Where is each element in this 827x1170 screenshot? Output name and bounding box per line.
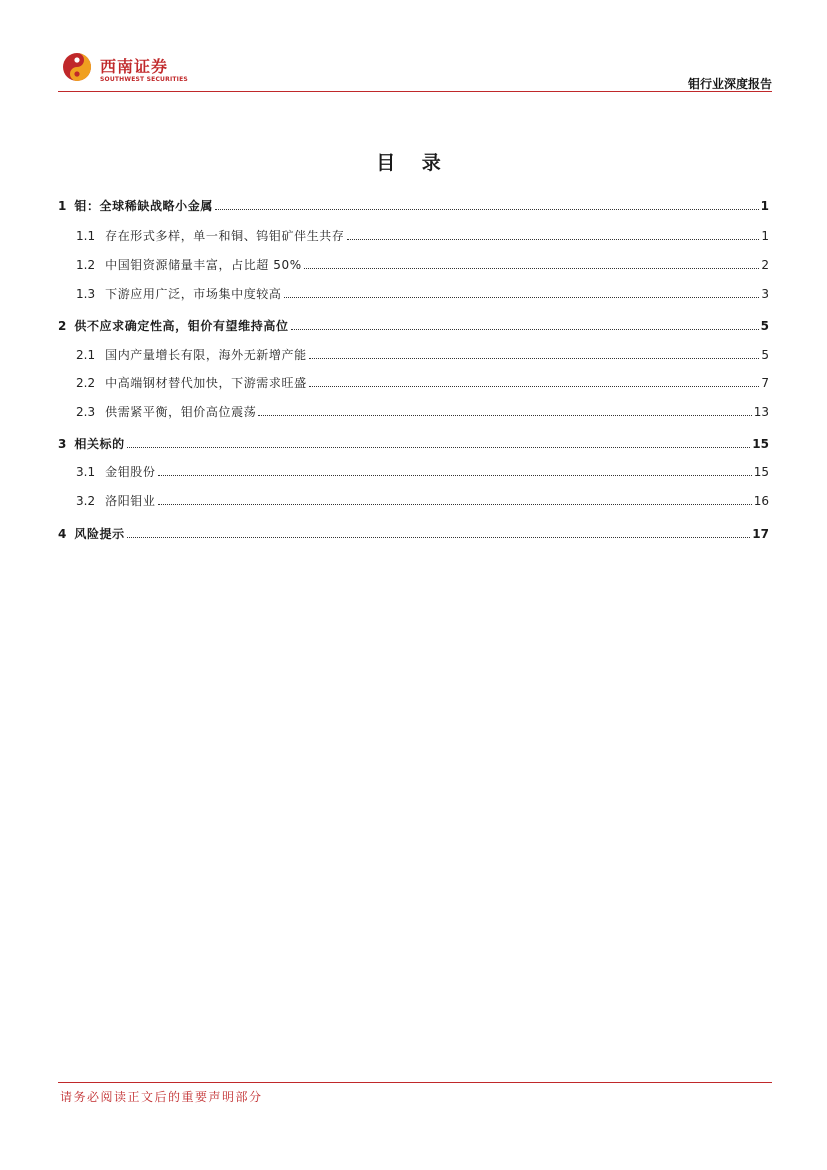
toc-entry-label: 下游应用广泛，市场集中度较高 (105, 287, 282, 301)
toc-leader-dots (215, 208, 759, 210)
toc-entry[interactable] (58, 226, 769, 244)
toc-entry-page: 1 (761, 229, 769, 243)
toc-entry-page: 13 (753, 405, 769, 419)
toc-entry-label: 中国钼资源储量丰富，占比超 50% (105, 258, 302, 272)
toc-entry-number: 1.1 (76, 229, 96, 243)
toc-leader-dots (284, 296, 760, 298)
toc-entry-number: 3 (58, 437, 67, 451)
toc-entry-number: 2.1 (76, 348, 96, 362)
toc-leader-dots (347, 238, 760, 240)
toc-entry-number: 1.2 (76, 258, 96, 272)
toc-leader-dots (309, 357, 759, 359)
toc-leader-dots (158, 474, 752, 476)
toc-entry-page: 17 (752, 527, 769, 541)
toc-entry-label: 国内产量增长有限，海外无新增产能 (105, 348, 307, 362)
toc-entry-number: 3.1 (76, 465, 96, 479)
logo-emblem-icon (62, 52, 92, 82)
company-logo (62, 52, 192, 88)
toc-entry[interactable] (58, 462, 769, 480)
footer-divider (58, 1082, 772, 1083)
toc-entry-label: 风险提示 (74, 527, 125, 541)
toc-entry-page: 7 (761, 376, 769, 390)
toc-entry-page: 1 (760, 199, 769, 213)
toc-entry-page: 5 (761, 348, 769, 362)
toc-entry[interactable] (58, 434, 769, 452)
toc-entry-number: 1 (58, 199, 67, 213)
toc-entry-number: 2 (58, 319, 67, 333)
toc-entry-page: 2 (761, 258, 769, 272)
toc-entry-number: 4 (58, 527, 67, 541)
page-header (58, 44, 772, 92)
toc-leader-dots (304, 267, 759, 269)
toc-leader-dots (127, 536, 751, 538)
toc-leader-dots (158, 503, 752, 505)
toc-entry[interactable] (58, 284, 769, 302)
toc-entry-page: 3 (761, 287, 769, 301)
footer-disclaimer: 请务必阅读正文后的重要声明部分 (60, 1090, 263, 1104)
toc-entry-number: 2.3 (76, 405, 96, 419)
toc-entry-label: 钼：全球稀缺战略小金属 (74, 199, 213, 213)
toc-leader-dots (309, 385, 759, 387)
header-divider (58, 91, 772, 92)
toc-entry-label: 洛阳钼业 (105, 494, 156, 508)
toc-leader-dots (291, 328, 759, 330)
toc-entry-number: 2.2 (76, 376, 96, 390)
toc-entry-label: 供不应求确定性高，钼价有望维持高位 (74, 319, 289, 333)
toc-entry-number: 1.3 (76, 287, 96, 301)
toc-entry[interactable] (58, 316, 769, 334)
toc-entry-number: 3.2 (76, 494, 96, 508)
toc-entry-label: 相关标的 (74, 437, 125, 451)
logo-chinese-name: 西南证券 (100, 57, 169, 76)
toc-entry[interactable] (58, 524, 769, 542)
toc-entry[interactable] (58, 196, 769, 214)
toc-entry-page: 5 (760, 319, 769, 333)
toc-leader-dots (127, 446, 751, 448)
toc-entry-label: 金钼股份 (105, 465, 156, 479)
toc-entry[interactable] (58, 373, 769, 391)
toc-entry[interactable] (58, 402, 769, 420)
toc-entry-label: 中高端钢材替代加快，下游需求旺盛 (105, 376, 307, 390)
toc-entry-page: 16 (753, 494, 769, 508)
toc-entry-label: 存在形式多样，单一和铜、钨钼矿伴生共存 (105, 229, 345, 243)
toc-leader-dots (258, 414, 751, 416)
toc-entry-page: 15 (752, 437, 769, 451)
toc-entry[interactable] (58, 255, 769, 273)
report-title: 钼行业深度报告 (687, 77, 772, 91)
toc-entry[interactable] (58, 491, 769, 509)
toc-entry[interactable] (58, 345, 769, 363)
toc-entry-label: 供需紧平衡，钼价高位震荡 (105, 405, 257, 419)
toc-heading: 目 录 (376, 152, 451, 174)
logo-english-name: SOUTHWEST SECURITIES (100, 76, 188, 83)
toc-entry-page: 15 (753, 465, 769, 479)
